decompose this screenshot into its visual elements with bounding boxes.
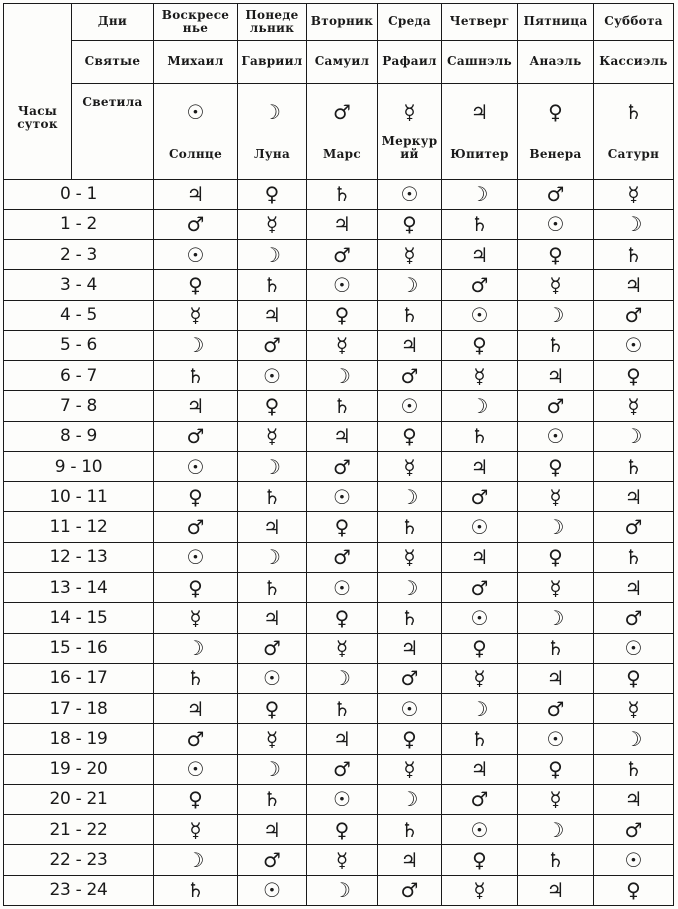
saturn-icon: ♄: [238, 572, 307, 602]
venus-icon: ♀: [154, 270, 238, 300]
venus-icon: ♀: [154, 482, 238, 512]
header-row-luminaries: [4, 83, 674, 179]
sun-icon: ☉: [154, 240, 238, 270]
venus-icon: ♀: [518, 754, 594, 784]
hour-range: 6 - 7: [4, 361, 154, 391]
table-row: [4, 694, 674, 724]
hour-range: 9 - 10: [4, 451, 154, 481]
jupiter-icon: ♃: [154, 391, 238, 421]
jupiter-icon: ♃: [378, 633, 442, 663]
moon-icon: ☽: [307, 875, 378, 905]
venus-icon: ♀: [238, 179, 307, 209]
mercury-icon: ☿: [442, 875, 518, 905]
jupiter-icon: ♃: [238, 815, 307, 845]
luminary-name: Луна: [253, 147, 291, 162]
venus-icon: ♀: [442, 330, 518, 360]
table-row: [4, 815, 674, 845]
saint-name: Гавриил: [238, 40, 307, 83]
table-row: [4, 633, 674, 663]
jupiter-icon: ♃: [307, 209, 378, 239]
venus-icon: ♀: [154, 572, 238, 602]
venus-icon: ♀: [548, 100, 563, 125]
saturn-icon: ♄: [307, 391, 378, 421]
jupiter-icon: ♃: [442, 754, 518, 784]
table-row: [4, 875, 674, 905]
mercury-icon: ☿: [442, 361, 518, 391]
table-row: [4, 240, 674, 270]
moon-icon: ☽: [238, 240, 307, 270]
saint-name: Сашнэль: [442, 40, 518, 83]
moon-icon: ☽: [594, 209, 674, 239]
saint-name: Кассиэль: [594, 40, 674, 83]
mercury-icon: ☿: [154, 603, 238, 633]
venus-icon: ♀: [378, 421, 442, 451]
saturn-icon: ♄: [518, 845, 594, 875]
luminary-name: Юпитер: [450, 147, 509, 162]
table-row: [4, 300, 674, 330]
luminary-cell: [442, 83, 518, 179]
hour-range: 8 - 9: [4, 421, 154, 451]
jupiter-icon: ♃: [378, 330, 442, 360]
mars-icon: ♂: [594, 512, 674, 542]
jupiter-icon: ♃: [442, 451, 518, 481]
luminary-name-line1: Меркур: [381, 134, 438, 149]
mercury-icon: ☿: [378, 542, 442, 572]
header-row-days: [4, 4, 674, 41]
jupiter-icon: ♃: [238, 300, 307, 330]
day-name-3: Среда: [378, 4, 442, 41]
mercury-icon: ☿: [378, 451, 442, 481]
saturn-icon: ♄: [238, 784, 307, 814]
jupiter-icon: ♃: [378, 845, 442, 875]
sun-icon: ☉: [238, 361, 307, 391]
day-name-1: Понеде льник: [238, 4, 307, 41]
saturn-icon: ♄: [594, 754, 674, 784]
mars-icon: ♂: [518, 179, 594, 209]
mars-icon: ♂: [154, 421, 238, 451]
venus-icon: ♀: [238, 391, 307, 421]
hour-range: 18 - 19: [4, 724, 154, 754]
mars-icon: ♂: [442, 482, 518, 512]
venus-icon: ♀: [307, 300, 378, 330]
table-row: [4, 784, 674, 814]
saint-name: Анаэль: [518, 40, 594, 83]
mercury-icon: ☿: [307, 330, 378, 360]
moon-icon: ☽: [238, 542, 307, 572]
hour-range: 16 - 17: [4, 663, 154, 693]
jupiter-icon: ♃: [594, 572, 674, 602]
sun-icon: ☉: [307, 784, 378, 814]
sun-icon: ☉: [154, 451, 238, 481]
jupiter-icon: ♃: [518, 875, 594, 905]
saturn-icon: ♄: [238, 270, 307, 300]
mercury-icon: ☿: [238, 209, 307, 239]
saturn-icon: ♄: [307, 694, 378, 724]
luminary-name: Солнце: [168, 147, 223, 162]
mars-icon: ♂: [154, 724, 238, 754]
venus-icon: ♀: [378, 724, 442, 754]
hour-range: 21 - 22: [4, 815, 154, 845]
moon-icon: ☽: [378, 784, 442, 814]
mercury-icon: ☿: [307, 633, 378, 663]
venus-icon: ♀: [518, 542, 594, 572]
table-row: [4, 754, 674, 784]
hour-range: 13 - 14: [4, 572, 154, 602]
saturn-icon: ♄: [378, 603, 442, 633]
jupiter-icon: ♃: [594, 270, 674, 300]
mercury-icon: ☿: [307, 845, 378, 875]
table-row: [4, 421, 674, 451]
saturn-icon: ♄: [378, 300, 442, 330]
saturn-icon: ♄: [594, 451, 674, 481]
table-row: [4, 270, 674, 300]
table-row: [4, 512, 674, 542]
luminary-name: Венера: [529, 147, 582, 162]
hour-range: 15 - 16: [4, 633, 154, 663]
hour-range: 2 - 3: [4, 240, 154, 270]
hour-range: 17 - 18: [4, 694, 154, 724]
moon-icon: ☽: [307, 663, 378, 693]
luminary-cell: [378, 83, 442, 179]
day-name-6: Суббота: [594, 4, 674, 41]
moon-icon: ☽: [518, 512, 594, 542]
saturn-icon: ♄: [442, 209, 518, 239]
luminaries-label: Светила: [72, 83, 154, 179]
sun-icon: ☉: [186, 100, 205, 125]
jupiter-icon: ♃: [442, 542, 518, 572]
luminary-cell: [518, 83, 594, 179]
table-row: [4, 663, 674, 693]
sun-icon: ☉: [307, 572, 378, 602]
moon-icon: ☽: [442, 391, 518, 421]
hour-range: 1 - 2: [4, 209, 154, 239]
mars-icon: ♂: [378, 663, 442, 693]
moon-icon: ☽: [594, 421, 674, 451]
mercury-icon: ☿: [594, 391, 674, 421]
moon-icon: ☽: [238, 451, 307, 481]
luminary-cell: [594, 83, 674, 179]
sun-icon: ☉: [307, 270, 378, 300]
moon-icon: ☽: [378, 482, 442, 512]
venus-icon: ♀: [442, 633, 518, 663]
saturn-icon: ♄: [594, 542, 674, 572]
sun-icon: ☉: [307, 482, 378, 512]
mars-icon: ♂: [378, 361, 442, 391]
table-row: [4, 391, 674, 421]
hours-of-day-header: [4, 4, 72, 180]
saturn-icon: ♄: [624, 100, 643, 125]
moon-icon: ☽: [154, 330, 238, 360]
hour-range: 11 - 12: [4, 512, 154, 542]
table-row: [4, 482, 674, 512]
venus-icon: ♀: [518, 451, 594, 481]
hour-range: 20 - 21: [4, 784, 154, 814]
moon-icon: ☽: [154, 633, 238, 663]
saturn-icon: ♄: [378, 512, 442, 542]
sun-icon: ☉: [594, 330, 674, 360]
venus-icon: ♀: [307, 603, 378, 633]
hour-range: 0 - 1: [4, 179, 154, 209]
hours-label-line2: суток: [17, 117, 58, 132]
luminary-cell: [154, 83, 238, 179]
luminary-name: Сатурн: [607, 147, 660, 162]
sun-icon: ☉: [442, 815, 518, 845]
hour-range: 19 - 20: [4, 754, 154, 784]
mars-icon: ♂: [154, 209, 238, 239]
venus-icon: ♀: [442, 845, 518, 875]
moon-icon: ☽: [442, 179, 518, 209]
mars-icon: ♂: [518, 694, 594, 724]
moon-icon: ☽: [378, 572, 442, 602]
moon-icon: ☽: [518, 603, 594, 633]
hour-range: 7 - 8: [4, 391, 154, 421]
venus-icon: ♀: [154, 784, 238, 814]
table-row: [4, 451, 674, 481]
hour-range: 3 - 4: [4, 270, 154, 300]
mars-icon: ♂: [307, 754, 378, 784]
jupiter-icon: ♃: [518, 361, 594, 391]
jupiter-icon: ♃: [238, 512, 307, 542]
mars-icon: ♂: [307, 240, 378, 270]
mars-icon: ♂: [238, 633, 307, 663]
mercury-icon: ☿: [378, 754, 442, 784]
venus-icon: ♀: [594, 663, 674, 693]
mercury-icon: ☿: [378, 240, 442, 270]
mars-icon: ♂: [442, 270, 518, 300]
table-row: [4, 845, 674, 875]
mars-icon: ♂: [333, 100, 351, 125]
saturn-icon: ♄: [518, 330, 594, 360]
day-name-0: Воскресе нье: [154, 4, 238, 41]
sun-icon: ☉: [594, 845, 674, 875]
hour-range: 5 - 6: [4, 330, 154, 360]
sun-icon: ☉: [238, 663, 307, 693]
venus-icon: ♀: [307, 512, 378, 542]
venus-icon: ♀: [594, 361, 674, 391]
mars-icon: ♂: [307, 451, 378, 481]
luminary-name: ий: [400, 147, 419, 162]
saturn-icon: ♄: [154, 663, 238, 693]
mars-icon: ♂: [238, 330, 307, 360]
table-row: [4, 542, 674, 572]
table-row: [4, 330, 674, 360]
mercury-icon: ☿: [594, 694, 674, 724]
saint-name: Самуил: [307, 40, 378, 83]
saturn-icon: ♄: [154, 875, 238, 905]
moon-icon: ☽: [518, 815, 594, 845]
moon-icon: ☽: [238, 754, 307, 784]
saturn-icon: ♄: [238, 482, 307, 512]
mars-icon: ♂: [594, 815, 674, 845]
jupiter-icon: ♃: [594, 784, 674, 814]
jupiter-icon: ♃: [442, 240, 518, 270]
table-row: [4, 361, 674, 391]
hour-range: 12 - 13: [4, 542, 154, 572]
saturn-icon: ♄: [442, 421, 518, 451]
saint-name: Рафаил: [378, 40, 442, 83]
jupiter-icon: ♃: [307, 421, 378, 451]
mercury-icon: ☿: [594, 179, 674, 209]
saturn-icon: ♄: [442, 724, 518, 754]
venus-icon: ♀: [378, 209, 442, 239]
saint-name: Михаил: [154, 40, 238, 83]
hours-label-line1: Часы: [17, 104, 58, 119]
saturn-icon: ♄: [518, 633, 594, 663]
mars-icon: ♂: [378, 875, 442, 905]
sun-icon: ☉: [518, 209, 594, 239]
sun-icon: ☉: [594, 633, 674, 663]
moon-icon: ☽: [154, 845, 238, 875]
hour-range: 10 - 11: [4, 482, 154, 512]
mercury-icon: ☿: [403, 100, 416, 125]
mercury-icon: ☿: [154, 815, 238, 845]
sun-icon: ☉: [238, 875, 307, 905]
mercury-icon: ☿: [518, 572, 594, 602]
sun-icon: ☉: [378, 179, 442, 209]
mercury-icon: ☿: [238, 421, 307, 451]
mercury-icon: ☿: [518, 270, 594, 300]
jupiter-icon: ♃: [594, 482, 674, 512]
day-name-5: Пятница: [518, 4, 594, 41]
mars-icon: ♂: [518, 391, 594, 421]
sun-icon: ☉: [518, 724, 594, 754]
moon-icon: ☽: [378, 270, 442, 300]
jupiter-icon: ♃: [154, 179, 238, 209]
planetary-hours-table: [3, 3, 674, 906]
header-row-saints: [4, 40, 674, 83]
day-name-4: Четверг: [442, 4, 518, 41]
saturn-icon: ♄: [154, 361, 238, 391]
jupiter-icon: ♃: [470, 100, 489, 125]
sun-icon: ☉: [378, 694, 442, 724]
moon-icon: ☽: [518, 300, 594, 330]
hour-range: 22 - 23: [4, 845, 154, 875]
luminary-name: Марс: [323, 147, 361, 162]
mars-icon: ♂: [154, 512, 238, 542]
table-row: [4, 603, 674, 633]
sun-icon: ☉: [442, 603, 518, 633]
sun-icon: ☉: [442, 300, 518, 330]
jupiter-icon: ♃: [238, 603, 307, 633]
sun-icon: ☉: [518, 421, 594, 451]
table-row: [4, 179, 674, 209]
table-row: [4, 572, 674, 602]
sun-icon: ☉: [154, 542, 238, 572]
sun-icon: ☉: [442, 512, 518, 542]
hour-range: 14 - 15: [4, 603, 154, 633]
moon-icon: ☽: [307, 361, 378, 391]
table-row: [4, 724, 674, 754]
venus-icon: ♀: [518, 240, 594, 270]
moon-icon: ☽: [263, 100, 281, 125]
saturn-icon: ♄: [378, 815, 442, 845]
mars-icon: ♂: [238, 845, 307, 875]
mercury-icon: ☿: [518, 784, 594, 814]
mercury-icon: ☿: [238, 724, 307, 754]
hour-range: 4 - 5: [4, 300, 154, 330]
moon-icon: ☽: [594, 724, 674, 754]
mars-icon: ♂: [594, 603, 674, 633]
jupiter-icon: ♃: [307, 724, 378, 754]
venus-icon: ♀: [238, 694, 307, 724]
saturn-icon: ♄: [307, 179, 378, 209]
days-label: Дни: [72, 4, 154, 41]
mercury-icon: ☿: [442, 663, 518, 693]
luminary-cell: [307, 83, 378, 179]
jupiter-icon: ♃: [154, 694, 238, 724]
day-name-2: Вторник: [307, 4, 378, 41]
mars-icon: ♂: [442, 572, 518, 602]
mercury-icon: ☿: [518, 482, 594, 512]
moon-icon: ☽: [442, 694, 518, 724]
mars-icon: ♂: [307, 542, 378, 572]
luminary-cell: [238, 83, 307, 179]
saturn-icon: ♄: [594, 240, 674, 270]
sun-icon: ☉: [378, 391, 442, 421]
table-row: [4, 209, 674, 239]
venus-icon: ♀: [594, 875, 674, 905]
hour-range: 23 - 24: [4, 875, 154, 905]
venus-icon: ♀: [307, 815, 378, 845]
mars-icon: ♂: [442, 784, 518, 814]
saints-label: Святые: [72, 40, 154, 83]
mercury-icon: ☿: [154, 300, 238, 330]
sun-icon: ☉: [154, 754, 238, 784]
mars-icon: ♂: [594, 300, 674, 330]
jupiter-icon: ♃: [518, 663, 594, 693]
